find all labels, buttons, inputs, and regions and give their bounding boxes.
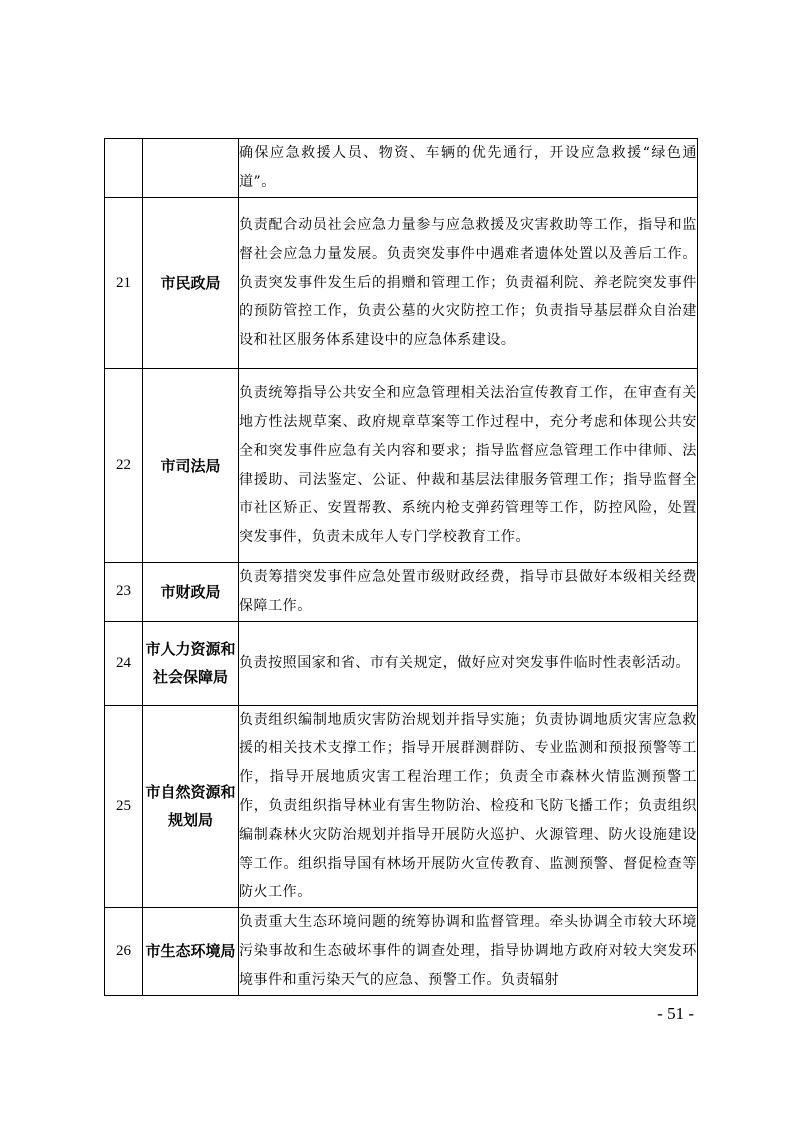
duty-description: 负责统筹指导公共安全和应急管理相关法治宣传教育工作，在审查有关地方性法规草案、政府规章草案等工作过程中，充分考虑和体现公共安全和突发事件应急有关内容和要求；指导监督应急管理工作中律师、法律援助、司法鉴定、公证、仲裁和基层法律服务管理工作；指导监督全市社区矫正、安置帮教、系统内枪支弹药管理等工作，防控风险，处置突发事件，负责未成年人专门学校教育工作。 <box>239 369 698 563</box>
row-number: 24 <box>105 621 143 705</box>
table-row <box>105 621 698 705</box>
duty-description: 负责组织编制地质灾害防治规划并指导实施；负责协调地质灾害应急救援的相关技术支撑工作；指导开展群测群防、专业监测和预报预警等工作，指导开展地质灾害工程治理工作；负责全市森林火情监测预警工作，负责组织指导林业有害生物防治、检疫和飞防飞播工作；负责组织编制森林火灾防治规划并指导开展防火巡护、火源管理、防火设施建设等工作。组织指导国有林场开展防火宣传教育、监测预警、督促检查等防火工作。 <box>239 705 698 908</box>
page-number: - 51 - <box>657 1004 694 1023</box>
row-number: 22 <box>105 369 143 563</box>
row-number: 26 <box>105 908 143 995</box>
duty-table <box>104 138 698 996</box>
row-number: 23 <box>105 563 143 622</box>
department-name: 市自然资源和规划局 <box>143 705 239 908</box>
table-row <box>105 908 698 995</box>
department-name: 市财政局 <box>143 563 239 622</box>
table-row <box>105 369 698 563</box>
duty-description: 负责按照国家和省、市有关规定，做好应对突发事件临时性表彰活动。 <box>239 621 698 705</box>
row-number: 25 <box>105 705 143 908</box>
duty-description: 负责配合动员社会应急力量参与应急救援及灾害救助等工作，指导和监督社会应急力量发展。负责突发事件中遇难者遗体处置以及善后工作。负责突发事件发生后的捐赠和管理工作；负责福利院、养老院突发事件的预防管控工作，负责公墓的火灾防控工作；负责指导基层群众自治建设和社区服务体系建设中的应急体系建设。 <box>239 198 698 369</box>
row-number: 21 <box>105 198 143 369</box>
department-name: 市司法局 <box>143 369 239 563</box>
table-row <box>105 198 698 369</box>
duty-description: 负责筹措突发事件应急处置市级财政经费，指导市县做好本级相关经费保障工作。 <box>239 563 698 622</box>
table-row <box>105 705 698 908</box>
department-name: 市生态环境局 <box>143 908 239 995</box>
row-number <box>105 139 143 198</box>
duty-description: 确保应急救援人员、物资、车辆的优先通行，开设应急救援“绿色通道”。 <box>239 139 698 198</box>
duty-description: 负责重大生态环境问题的统筹协调和监督管理。牵头协调全市较大环境污染事故和生态破坏事件的调查处理，指导协调地方政府对较大突发环境事件和重污染天气的应急、预警工作。负责辐射 <box>239 908 698 995</box>
department-name: 市人力资源和社会保障局 <box>143 621 239 705</box>
department-name: 市民政局 <box>143 198 239 369</box>
table-row <box>105 139 698 198</box>
department-name <box>143 139 239 198</box>
table-row <box>105 563 698 622</box>
